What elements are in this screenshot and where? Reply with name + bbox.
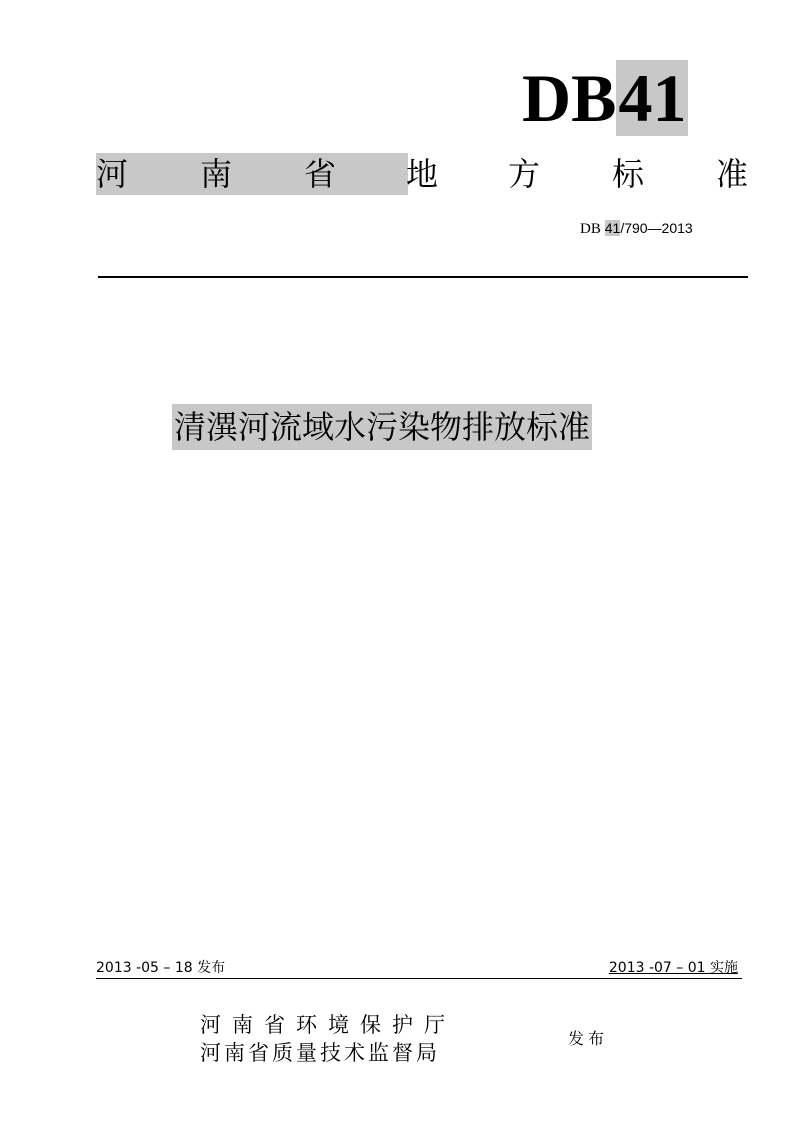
issue-label: 发布	[568, 1029, 609, 1048]
footer-divider	[96, 978, 742, 979]
db41-logo	[522, 62, 688, 134]
standard-type-char: 方	[508, 155, 541, 193]
standard-type-char: 地	[406, 155, 439, 193]
standard-code-suffix: /790—2013	[620, 220, 693, 236]
release-date: 2013 -05 – 18 发布	[96, 960, 226, 976]
header-divider	[98, 276, 748, 278]
issuer-environment-dept: 河南省环境保护厅	[200, 1013, 456, 1037]
standard-type-heading	[96, 153, 748, 195]
issuer-quality-bureau: 河南省质量技术监督局	[200, 1041, 440, 1065]
standard-code-prefix: DB	[580, 221, 601, 237]
standard-type-char: 河	[96, 155, 129, 193]
document-title: 清潩河流域水污染物排放标准	[172, 404, 592, 450]
standard-code-province: 41	[604, 220, 621, 236]
standard-type-char: 准	[716, 155, 749, 193]
logo-prefix: DB	[522, 60, 617, 136]
standard-type-char: 标	[612, 155, 645, 193]
effective-date: 2013 -07 – 01 实施	[608, 960, 738, 976]
standard-code	[580, 218, 693, 238]
title-highlight	[96, 153, 408, 195]
logo-number: 41	[618, 60, 687, 136]
standard-type-char: 南	[200, 155, 233, 193]
standard-type-char: 省	[304, 155, 337, 193]
